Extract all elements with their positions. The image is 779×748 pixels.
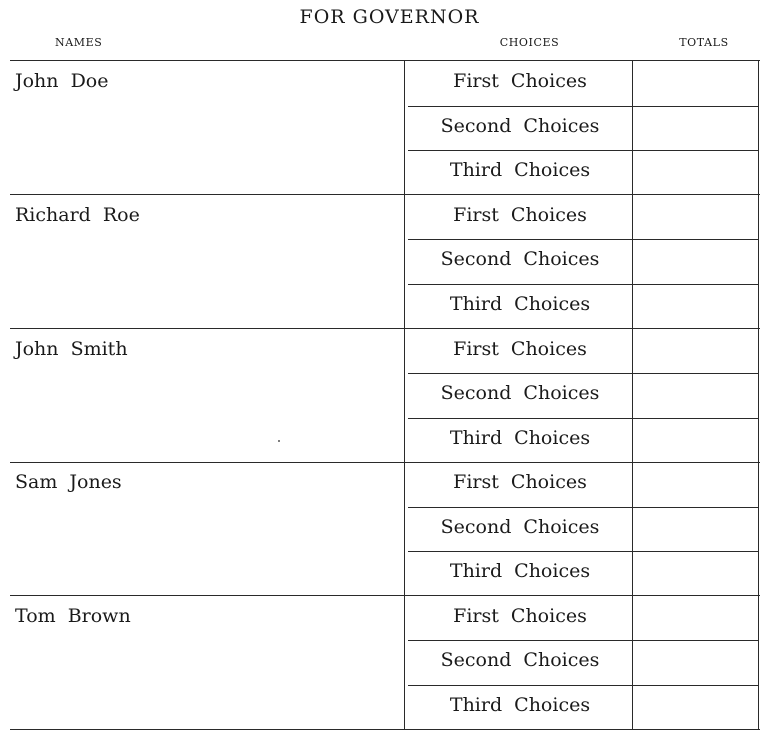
candidate-rule	[10, 462, 760, 463]
candidate-name: Sam Jones	[15, 471, 122, 493]
row-rule	[408, 685, 758, 686]
row-rule	[408, 373, 758, 374]
candidate-name: Richard Roe	[15, 204, 140, 226]
total-cell[interactable]	[636, 688, 760, 724]
total-cell[interactable]	[636, 64, 760, 100]
choice-label: Third Choices	[449, 159, 591, 181]
total-cell[interactable]	[636, 332, 760, 368]
row-rule	[408, 640, 758, 641]
row-rule	[408, 551, 758, 552]
total-cell[interactable]	[636, 465, 760, 501]
choice-label: Third Choices	[449, 694, 591, 716]
choices-column-header: CHOICES	[499, 36, 560, 49]
total-cell[interactable]	[636, 510, 760, 546]
column-divider	[404, 60, 405, 730]
candidate-rule	[10, 328, 760, 329]
candidate-name: John Smith	[15, 338, 128, 360]
choice-label: First Choices	[453, 471, 587, 493]
choice-label: Third Choices	[449, 427, 591, 449]
print-speck	[278, 440, 280, 442]
candidate-rule	[10, 194, 760, 195]
total-cell[interactable]	[636, 421, 760, 457]
choice-label: Second Choices	[440, 649, 600, 671]
candidate-rule	[10, 595, 760, 596]
total-cell[interactable]	[636, 643, 760, 679]
column-divider	[632, 60, 633, 730]
choice-label: Second Choices	[440, 115, 600, 137]
choice-label: First Choices	[453, 338, 587, 360]
total-cell[interactable]	[636, 554, 760, 590]
total-cell[interactable]	[636, 376, 760, 412]
names-column-header: NAMES	[55, 36, 103, 49]
choice-label: First Choices	[453, 605, 587, 627]
total-cell[interactable]	[636, 242, 760, 278]
page-title: FOR GOVERNOR	[299, 6, 480, 28]
total-cell[interactable]	[636, 599, 760, 635]
total-cell[interactable]	[636, 198, 760, 234]
total-cell[interactable]	[636, 153, 760, 189]
row-rule	[408, 418, 758, 419]
row-rule	[408, 284, 758, 285]
row-rule	[408, 507, 758, 508]
candidate-name: Tom Brown	[15, 605, 131, 627]
candidate-name: John Doe	[15, 70, 109, 92]
table-top-rule	[10, 60, 760, 61]
choice-label: Second Choices	[440, 516, 600, 538]
table-bottom-rule	[10, 729, 760, 730]
row-rule	[408, 106, 758, 107]
choice-label: First Choices	[453, 70, 587, 92]
totals-column-header: TOTALS	[679, 36, 729, 49]
choice-label: Third Choices	[449, 560, 591, 582]
row-rule	[408, 239, 758, 240]
choice-label: Second Choices	[440, 248, 600, 270]
row-rule	[408, 150, 758, 151]
total-cell[interactable]	[636, 109, 760, 145]
choice-label: Second Choices	[440, 382, 600, 404]
choice-label: Third Choices	[449, 293, 591, 315]
total-cell[interactable]	[636, 287, 760, 323]
choice-label: First Choices	[453, 204, 587, 226]
